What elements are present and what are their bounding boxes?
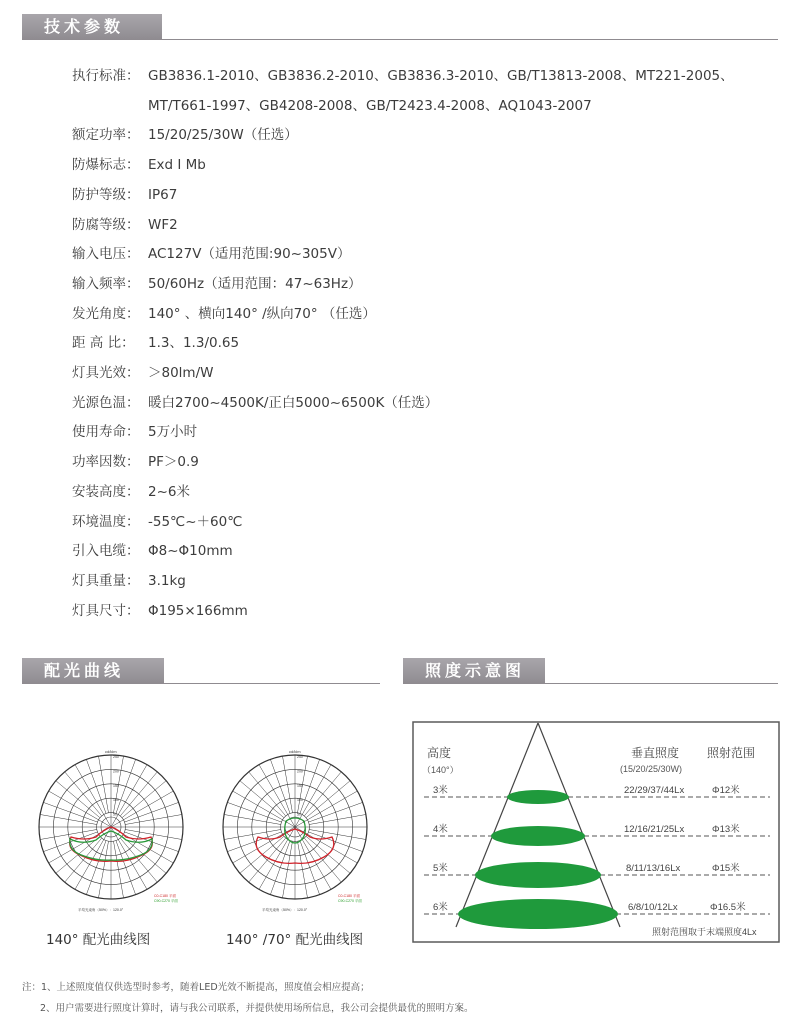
spec-label: 输入频率： <box>72 275 140 292</box>
polar-ring-label: 250 <box>297 755 303 759</box>
spec-row <box>72 151 792 181</box>
spec-row <box>72 121 792 151</box>
row-range: Φ16.5米 <box>710 902 746 913</box>
spec-label: 引入电缆： <box>72 543 140 560</box>
spec-value: PF＞0.9 <box>148 454 199 471</box>
spec-row <box>72 329 792 359</box>
spec-row <box>72 181 792 211</box>
row-height: 5米 <box>433 863 448 874</box>
spec-value: GB3836.1-2010、GB3836.2-2010、GB3836.3-2010、GB/T13813-2008、MT221-2005、 <box>148 68 734 84</box>
light-ellipse-5m <box>475 862 601 888</box>
curve-section-title: 配光曲线 <box>44 661 125 680</box>
polar-diagram-140 <box>26 745 196 915</box>
row-range: Φ13米 <box>712 824 740 835</box>
spec-label: 功率因数： <box>72 454 140 471</box>
spec-value: 50/60Hz（适用范围：47~63Hz） <box>148 275 362 292</box>
illum-section-title: 照度示意图 <box>425 661 526 680</box>
row-lux: 8/11/13/16Lx <box>626 863 681 874</box>
polar-legend-c0: C0-C180 平面 <box>338 894 360 898</box>
polar-ring-label: 150 <box>113 783 119 788</box>
spec-value: ＞80lm/W <box>148 365 214 382</box>
notes <box>22 977 474 1019</box>
spec-list <box>72 62 792 626</box>
spec-label: 光源色温： <box>72 394 140 411</box>
spec-value-continued: MT/T661-1997、GB4208-2008、GB/T2423.4-2008、AQ1043-2007 <box>148 97 592 114</box>
range-title: 照射范围 <box>707 746 756 760</box>
vert-sub: (15/20/25/30W) <box>620 764 683 774</box>
spec-row <box>72 62 792 92</box>
spec-row <box>72 240 792 270</box>
spec-label: 安装高度： <box>72 483 140 500</box>
illum-footnote: 照射范围取于末端照度4Lx <box>652 927 757 937</box>
spec-value: 1.3、1.3/0.65 <box>148 335 240 352</box>
polar-top-label: cd/klm <box>105 749 117 754</box>
spec-value: IP67 <box>148 186 178 203</box>
spec-label: 额定功率： <box>72 127 140 144</box>
spec-row <box>72 448 792 478</box>
spec-row <box>72 359 792 389</box>
spec-row <box>72 567 792 597</box>
spec-label: 距 高 比： <box>72 335 135 352</box>
spec-label: 防腐等级： <box>72 216 140 233</box>
polar-legend-c0: C0-C180 平面 <box>154 894 176 898</box>
light-ellipse-6m <box>458 899 618 929</box>
row-height: 3米 <box>433 785 448 796</box>
spec-label: 灯具重量： <box>72 572 140 589</box>
polar-ring-label: 200 <box>113 769 119 774</box>
note-line-2: 2、用户需要进行照度计算时，请与我公司联系，并提供使用场所信息，我公司会提供最优的照明方案。 <box>40 1003 474 1014</box>
spec-value: AC127V（适用范围:90~305V） <box>148 246 351 263</box>
height-sub: （140°） <box>422 765 459 775</box>
spec-row <box>72 270 792 300</box>
spec-value: Φ195×166mm <box>148 602 248 619</box>
row-height: 6米 <box>433 902 448 913</box>
vert-title: 垂直照度 <box>631 746 680 760</box>
spec-value: 140° 、横向140° /纵向70° （任选） <box>148 305 376 322</box>
light-ellipse-4m <box>491 826 585 846</box>
spec-label: 使用寿命： <box>72 424 140 441</box>
spec-value: 2~6米 <box>148 483 190 500</box>
note-line-1: 注：1、上述照度值仅供选型时参考，随着LED光效不断提高，照度值会相应提高； <box>22 982 370 993</box>
spec-label: 防护等级： <box>72 186 140 203</box>
spec-label: 防爆标志： <box>72 157 140 174</box>
spec-label: 环境温度： <box>72 513 140 530</box>
polar-ring-label: 100 <box>113 798 119 803</box>
spec-row <box>72 597 792 627</box>
polar-ring-label: 100 <box>297 798 303 803</box>
spec-label: 发光角度： <box>72 305 140 322</box>
spec-row <box>72 211 792 241</box>
height-title: 高度 <box>427 746 452 760</box>
light-ellipse-3m <box>507 790 569 804</box>
spec-value: 3.1kg <box>148 572 186 589</box>
spec-value: Exd I Mb <box>148 157 206 174</box>
specs-section-title: 技术参数 <box>44 17 125 36</box>
spec-row <box>72 300 792 330</box>
spec-value: WF2 <box>148 216 178 233</box>
spec-label: 灯具光效： <box>72 365 140 382</box>
spec-value: Φ8~Φ10mm <box>148 543 233 560</box>
spec-row <box>72 478 792 508</box>
spec-value: 暖白2700~4500K/正白5000~6500K（任选） <box>148 394 439 411</box>
polar-ring-label: 200 <box>297 769 303 774</box>
polar-legend-c90: C90-C270 平面 <box>338 899 362 903</box>
polar-top-label: cd/klm <box>289 749 301 754</box>
spec-value: -55℃~＋60℃ <box>148 513 243 530</box>
polar-ring-label: 50 <box>113 812 117 817</box>
spec-row <box>72 389 792 419</box>
polar-ring-label: 50 <box>297 812 301 817</box>
row-lux: 6/8/10/12Lx <box>628 902 678 913</box>
illuminance-diagram <box>412 721 780 943</box>
polar-footer: 平均光束角（50%）：120.0° <box>78 908 124 912</box>
spec-value: 5万小时 <box>148 424 198 441</box>
polar-footer: 平均光束角（50%）：120.0° <box>262 908 308 912</box>
polar-caption-left: 140° 配光曲线图 <box>46 932 151 948</box>
spec-row <box>72 537 792 567</box>
spec-value: 15/20/25/30W（任选） <box>148 127 298 144</box>
row-lux: 22/29/37/44Lx <box>624 785 685 796</box>
row-height: 4米 <box>433 824 448 835</box>
row-lux: 12/16/21/25Lx <box>624 824 685 835</box>
polar-ring-label: 150 <box>297 783 303 788</box>
spec-label: 执行标准： <box>72 68 140 84</box>
row-range: Φ15米 <box>712 863 740 874</box>
specs-header-line <box>22 39 778 40</box>
spec-row <box>72 418 792 448</box>
polar-legend-c90: C90-C270 平面 <box>154 899 178 903</box>
spec-label: 输入电压： <box>72 246 140 263</box>
spec-row <box>72 508 792 538</box>
spec-label: 灯具尺寸： <box>72 602 140 619</box>
polar-diagram-140-70 <box>210 745 380 915</box>
row-range: Φ12米 <box>712 785 740 796</box>
polar-ring-label: 250 <box>113 755 119 759</box>
polar-caption-right: 140° /70° 配光曲线图 <box>226 932 364 948</box>
